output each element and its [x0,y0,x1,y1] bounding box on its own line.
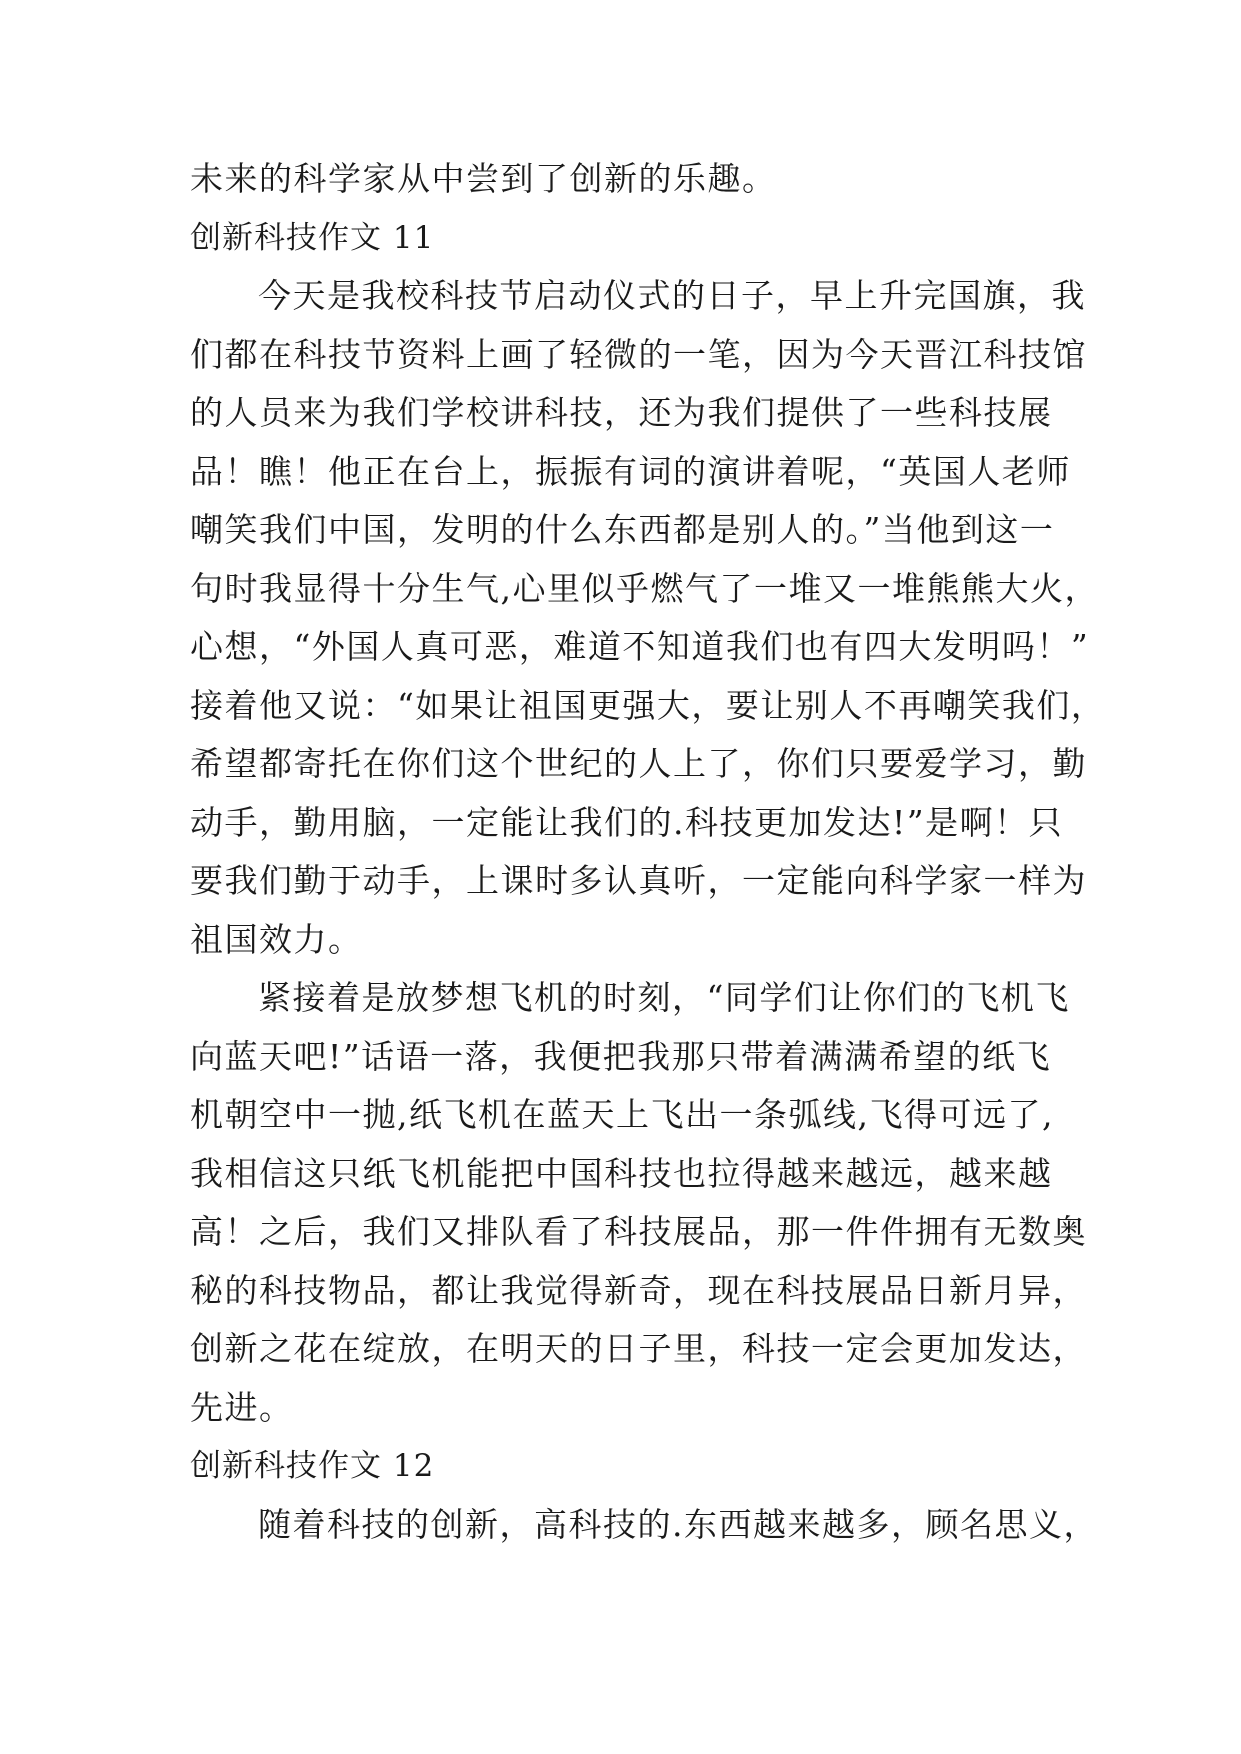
paragraph-first-line: 随着科技的创新，高科技的.东西越来越多，顾名思义， [258,1504,1098,1544]
paragraph-first-line: 今天是我校科技节启动仪式的日子，早上升完国旗，我 [258,276,1086,315]
text-line: 机朝空中一抛,纸飞机在蓝天上飞出一条弧线,飞得可远了, [190,1095,1054,1134]
text-line: 句时我显得十分生气,心里似乎燃气了一堆又一堆熊熊大火， [190,568,1099,608]
essay-heading: 创新科技作文 12 [190,1448,435,1484]
text-line: 嘲笑我们中国，发明的什么东西都是别人的。”当他到这一 [190,510,1055,549]
paragraph-first-line: 紧接着是放梦想飞机的时刻，“同学们让你们的飞机飞 [258,978,1070,1017]
text-line: 秘的科技物品，都让我觉得新奇，现在科技展品日新月异， [190,1270,1087,1310]
text-line: 们都在科技节资料上画了轻微的一笔，因为今天晋江科技馆 [190,334,1087,374]
text-line: 希望都寄托在你们这个世纪的人上了，你们只要爱学习，勤 [190,744,1087,783]
text-line: 心想，“外国人真可恶，难道不知道我们也有四大发明吗！” [190,627,1090,666]
text-line: 我相信这只纸飞机能把中国科技也拉得越来越远，越来越 [190,1153,1053,1193]
text-line: 要我们勤于动手，上课时多认真听，一定能向科学家一样为 [190,861,1087,900]
text-line: 动手，勤用脑，一定能让我们的.科技更加发达!”是啊！只 [190,802,1064,842]
text-line: 祖国效力。 [190,919,363,959]
text-line: 向蓝天吧!”话语一落，我便把我那只带着满满希望的纸飞 [190,1036,1052,1076]
essay-heading: 创新科技作文 11 [190,219,435,256]
text-line: 未来的科学家从中尝到了创新的乐趣。 [190,159,777,198]
document-page [190,150,1106,1554]
text-line: 的人员来为我们学校讲科技，还为我们提供了一些科技展 [190,393,1053,432]
text-line: 创新之花在绽放，在明天的日子里，科技一定会更加发达， [190,1329,1087,1368]
text-line: 接着他又说：“如果让祖国更强大，要让别人不再嘲笑我们， [190,685,1106,725]
text-line: 高！之后，我们又排队看了科技展品，那一件件拥有无数奥 [190,1212,1087,1251]
text-line: 先进。 [190,1387,294,1427]
text-line: 品！瞧！他正在台上，振振有词的演讲着呢，“英国人老师 [190,451,1071,491]
